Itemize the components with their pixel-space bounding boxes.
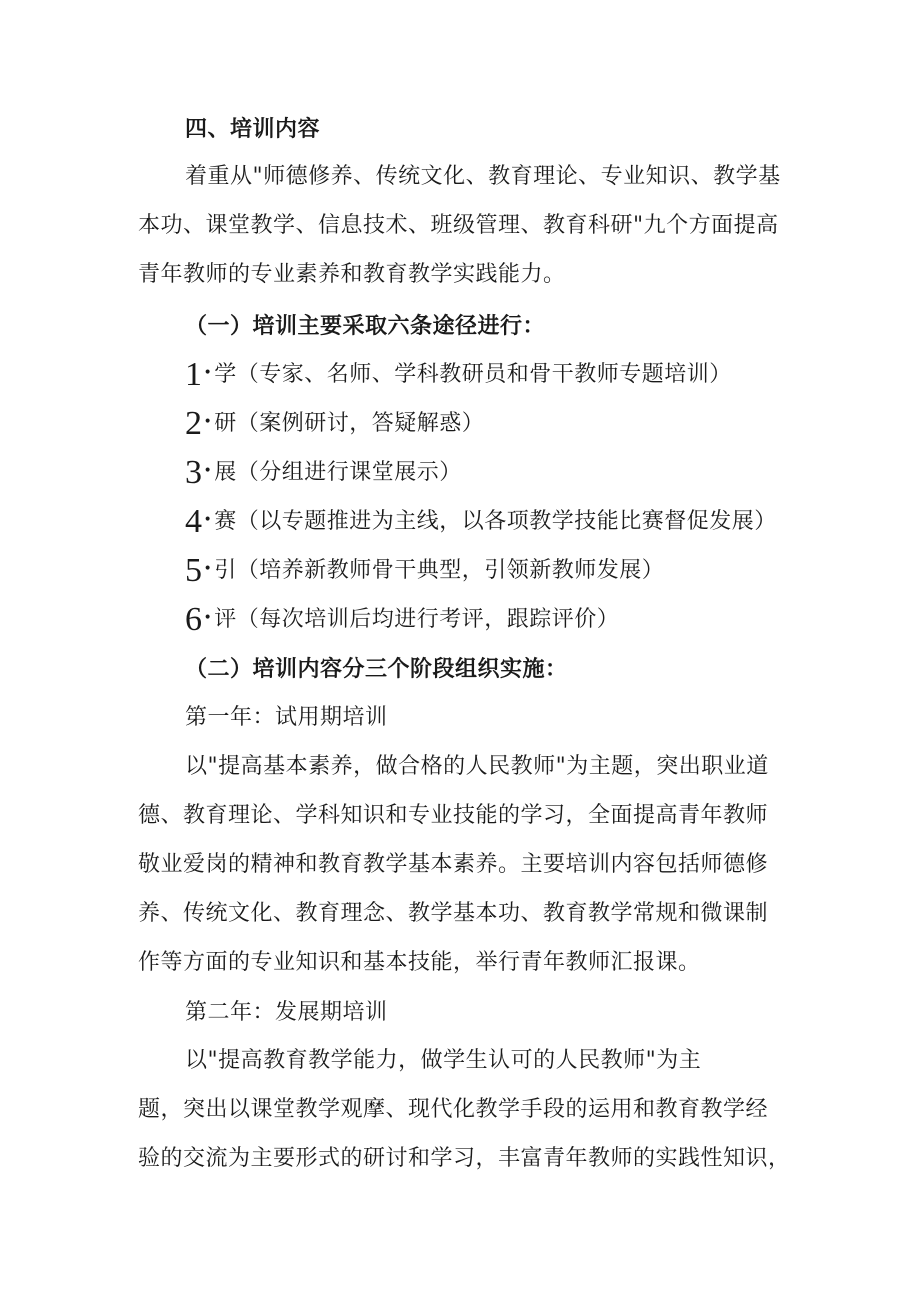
approach-number: 1 xyxy=(185,356,203,393)
approach-text: 学（专家、名师、学科教研员和骨干教师专题培训） xyxy=(214,362,732,387)
year2-line-2: 题，突出以课堂教学观摩、现代化教学手段的运用和教育教学经 xyxy=(138,1097,769,1122)
approach-number: 3 xyxy=(185,454,203,491)
approach-item-4 xyxy=(185,503,777,540)
part2-title: （二）培训内容分三个阶段组织实施： xyxy=(185,656,568,682)
approach-text: 引（培养新教师骨干典型，引领新教师发展） xyxy=(214,558,665,583)
year1-title: 第一年：试用期培训 xyxy=(185,705,388,730)
bullet-dot: • xyxy=(203,561,213,577)
approach-text: 评（每次培训后均进行考评，跟踪评价） xyxy=(214,607,620,632)
intro-line-1: 着重从"师德修养、传统文化、教育理论、专业知识、教学基 xyxy=(185,164,781,189)
year2-title: 第二年：发展期培训 xyxy=(185,1000,388,1025)
year1-line-3: 敬业爱岗的精神和教育教学基本素养。主要培训内容包括师德修 xyxy=(138,852,769,877)
year2-line-1: 以"提高教育教学能力，做学生认可的人民教师"为主 xyxy=(185,1048,702,1073)
year1-line-2: 德、教育理论、学科知识和专业技能的学习，全面提高青年教师 xyxy=(138,803,769,828)
approach-item-5 xyxy=(185,552,665,589)
section-title: 四、培训内容 xyxy=(185,116,321,142)
approach-item-6 xyxy=(185,601,620,638)
year2-line-3: 验的交流为主要形式的研讨和学习，丰富青年教师的实践性知识， xyxy=(138,1146,791,1171)
intro-line-2: 本功、课堂教学、信息技术、班级管理、教育科研"九个方面提高 xyxy=(138,213,779,238)
approach-number: 6 xyxy=(185,601,203,638)
approach-item-1 xyxy=(185,356,732,393)
approach-number: 4 xyxy=(185,503,203,540)
approach-item-3 xyxy=(185,454,462,491)
approach-item-2 xyxy=(185,405,485,442)
intro-line-3: 青年教师的专业素养和教育教学实践能力。 xyxy=(138,262,566,287)
part1-title: （一）培训主要采取六条途径进行： xyxy=(185,313,546,339)
approach-text: 赛（以专题推进为主线，以各项教学技能比赛督促发展） xyxy=(214,509,777,534)
year1-line-1: 以"提高基本素养，做合格的人民教师"为主题，突出职业道 xyxy=(185,754,769,779)
bullet-dot: • xyxy=(203,463,213,479)
bullet-dot: • xyxy=(203,512,213,528)
approach-text: 研（案例研讨，答疑解惑） xyxy=(214,411,485,436)
year1-line-4: 养、传统文化、教育理念、教学基本功、教育教学常规和微课制 xyxy=(138,901,769,926)
approach-number: 5 xyxy=(185,552,203,589)
approach-text: 展（分组进行课堂展示） xyxy=(214,460,462,485)
bullet-dot: • xyxy=(203,365,213,381)
bullet-dot: • xyxy=(203,414,213,430)
year1-line-5: 作等方面的专业知识和基本技能，举行青年教师汇报课。 xyxy=(138,950,701,975)
approach-number: 2 xyxy=(185,405,203,442)
bullet-dot: • xyxy=(203,610,213,626)
